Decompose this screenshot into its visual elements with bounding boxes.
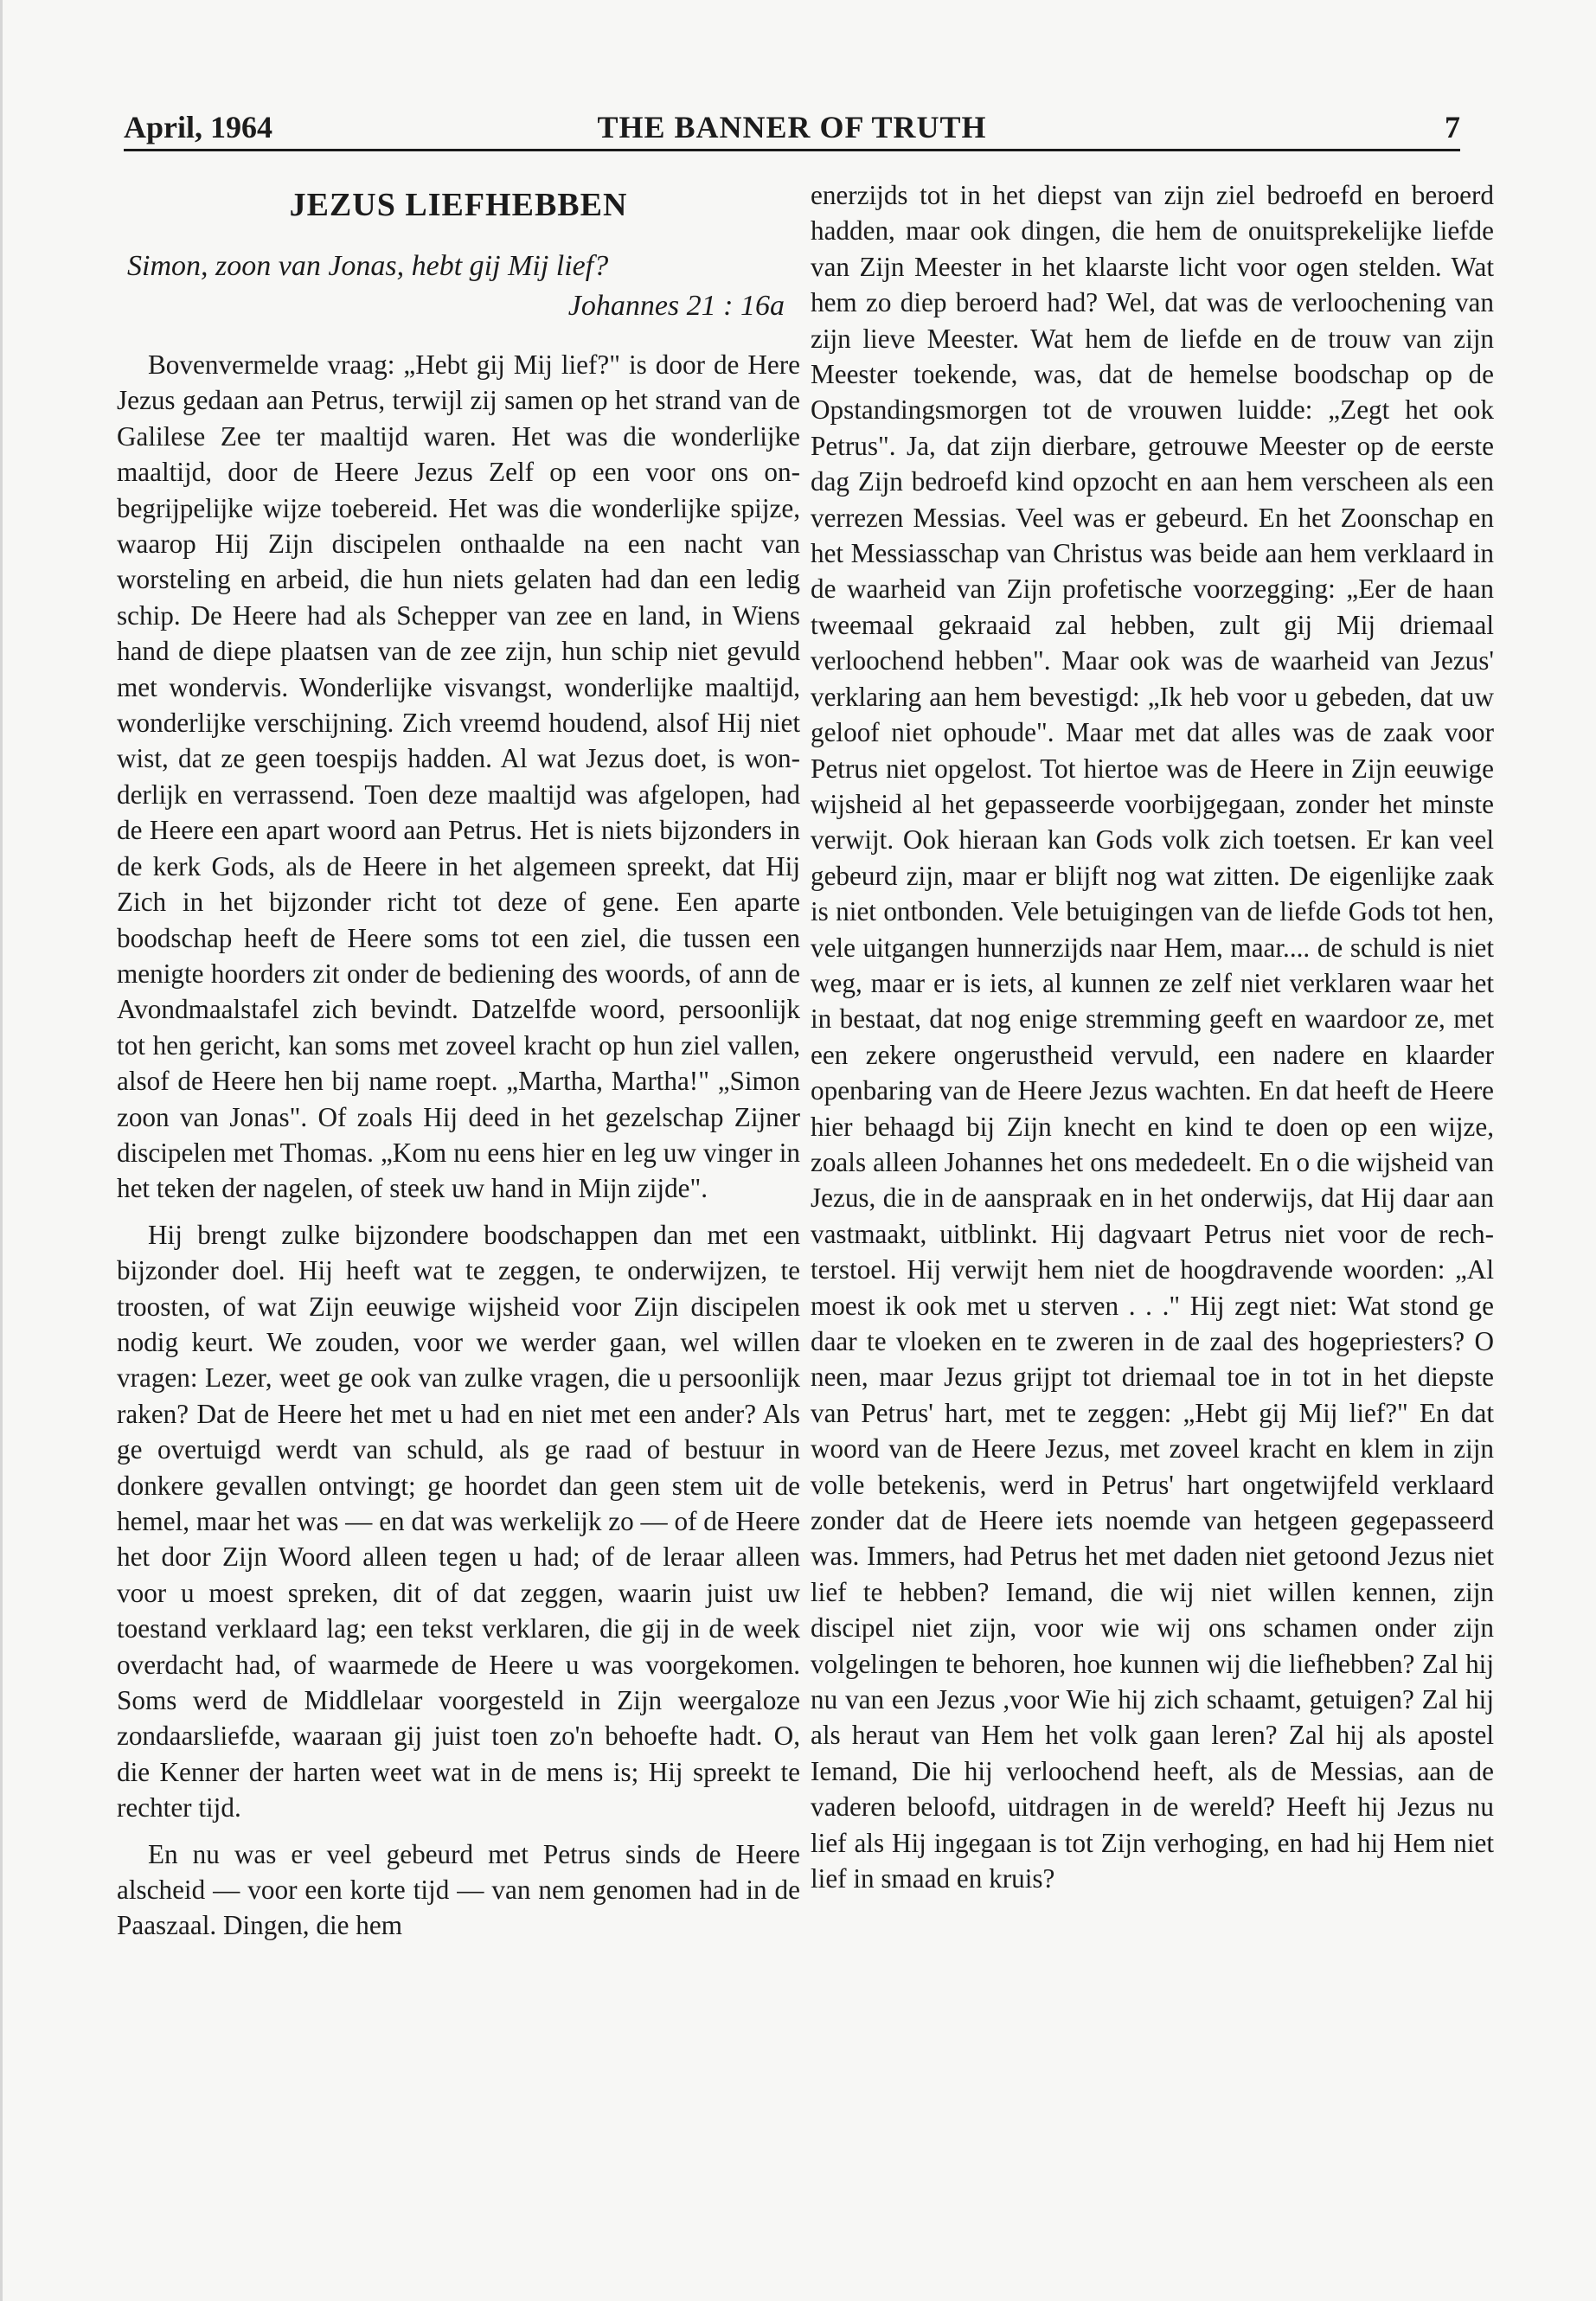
page-number: 7	[1445, 110, 1460, 144]
paragraph: Hij brengt zulke bijzondere boodschappen dan met een bijzonder doel. Hij heeft wat te zeggen, te onderwijzen, te troosten, of wat Zijn eeuwige wijsheid voor Zijn discipelen nodig keurt. We zouden, voor we werder gaan, wel willen vragen: Lezer, weet ge ook van zulke vragen, die u persoonlijk raken? Dat de Heere het met u had en niet met een ander? Als ge overtuigd werdt van schuld, als ge raad of bestuur in donkere gevallen ontvingt; ge hoordet dan geen stem uit de hemel, maar het was — en dat was werkelijk zo — of de Heere het door Zijn Woord alleen tegen u had; of de leraar alleen voor u moest spreken, dit of dat zeggen, waarin juist uw toestand verklaard lag; een tekst verklaren, die gij in de week overdacht had, of waarmede de Heere u was voorgekomen. Soms werd de Middlelaar voorgesteld in Zijn weergaloze zondaarsliefde, waaraan gij juist toen zo'n behoefte hadt. O, die Kenner der harten weet wat in de mens is; Hij spreekt te rechter tijd.	[117, 1219, 800, 1823]
paragraph: En nu was er veel gebeurd met Petrus sinds de Heere alscheid — voor een korte tijd — van nem genomen had in de Paaszaal. Dingen, die hem	[117, 1838, 800, 1941]
epigraph	[117, 247, 800, 326]
epigraph-verse: Simon, zoon van Jonas, hebt gij Mij lief?	[127, 250, 609, 282]
epigraph-reference: Johannes 21 : 16a	[567, 290, 785, 322]
right-column	[811, 177, 1494, 1907]
paragraph-continued: enerzijds tot in het diepst van zijn ziel bedroefd en beroerd hadden, maar ook dingen, die hem de onuitsprekelijke liefde van Zijn Meester in het klaarste licht voor ogen stelden. Wat hem zo diep beroerd had? Wel, dat was de verloochening van zijn lieve Meester. Wat hem de liefde en de trouw van zijn Meester toekende, was, dat de hemelse boodschap op de Opstandingsmorgen tot de vrouwen luidde: „Zegt het ook Petrus". Ja, dat zijn dierbare, getrouwe Meester op de eerste dag Zijn bedroefd kind opzocht en aan hem verscheen als een verrezen Messias. Veel was er gebeurd. En het Zoonschap en het Messiasschap van Christus was beide aan hem verklaard in de waarheid van Zijn profetische voorzegging: „Eer de haan tweemaal gekraaid zal hebben, zult gij Mij driemaal verloochend hebben". Maar ook was de waarheid van Jezus' verklaring aan hem bevestigd: „Ik heb voor u gebeden, dat uw geloof niet ophoude". Maar met dat alles was de zaak voor Petrus niet opgelost. Tot hiertoe was de Heere in Zijn eeuwige wijsheid al het gepasseerde voorbijgegaan, zonder het minste verwijt. Ook hieraan kan Gods volk zich toetsen. Er kan veel gebeurd zijn, maar er blijft nog wat zitten. De eigenlijke zaak is niet ontbonden. Vele betuigingen van de liefde Gods tot hen, vele uitgangen hunnerzijds naar Hem, maar.... de schuld is niet weg, maar er is iets, al kunnen ze zelf niet verklaren waar het in bestaat, dat nog enige stremming geeft en waardoor ze, met een zekere ongerustheid vervuld, een nadere en klaarder openbaring van de Heere Jezus wachten. En dat heeft de Heere hier behaagd bij Zijn knecht en kind te doen op een wijze, zoals alleen Johannes het ons mededeelt. En o die wijsheid van Jezus, die in de aanspraak en in het onderwijs, dat Hij daar aan vastmaakt, uitblinkt. Hij dagvaart Petrus niet voor de rechterstoel. Hij verwijt hem niet de hoogdravende woorden: „Al moest ik ook met u sterven . . ." Hij zegt niet: Wat stond ge daar te vloeken en te zweren in de zaal des hogepriesters? O neen, maar Jezus grijpt tot driemaal toe in tot in het diepste van Petrus' hart, met te zeggen: „Hebt gij Mij lief?" En dat woord van de Heere Jezus, met zoveel kracht en klem in zijn volle betekenis, werd in Petrus' hart ongetwijfeld verklaard zonder dat de Heere iets noemde van hetgeen gegepasseerd was. Immers, had Petrus het met daden niet getoond Jezus niet lief te hebben? Iemand, die wij niet willen kennen, zijn discipel niet zijn, voor wie wij ons schamen onder zijn volgelingen te behoren, hoe kunnen wij die liefhebben? Zal hij nu van een Jezus ,voor Wie hij zich schaamt, getuigen? Zal hij als heraut van Hem het volk gaan leren? Zal hij als apostel Iemand, Die hij verloochend heeft, als de Messias, aan de vaderen beloofd, uitdragen in de wereld? Heeft hij Jezus nu lief als Hij ingegaan is tot Zijn verhoging, en had hij Hem niet lief in smaad en kruis?	[811, 180, 1494, 1894]
paragraph: Bovenvermelde vraag: „Hebt gij Mij lief?" is door de Here Jezus gedaan aan Petrus, terwijl zij samen op het strand van de Galilese Zee ter maaltijd waren. Het was die wonderlijke maaltijd, door de Heere Jezus Zelf op een voor ons onbegrijpelijke wijze toebereid. Het was die wonderlijke spijze, waarop Hij Zijn discipelen onthaalde na een nacht van worsteling en arbeid, die hun niets gelaten had dan een ledig schip. De Heere had als Schepper van zee en land, in Wiens hand de diepe plaatsen van de zee zijn, hun schip niet gevuld met wondervis. Wonderlijke visvangst, wonderlijke maaltijd, wonderlijke verschijning. Zich vreemd houdend, alsof Hij niet wist, dat ze geen toespijs hadden. Al wat Jezus doet, is wonderlijk en verrassend. Toen deze maaltijd was afgelopen, had de Heere een apart woord aan Petrus. Het is niets bijzonders in de kerk Gods, als de Heere in het algemeen spreekt, dat Hij Zich in het bijzonder richt tot deze of gene. Een aparte boodschap heeft de Heere soms tot een ziel, die tussen een menigte hoorders zit onder de bediening des woords, of ann de Avondmaalstafel zich bevindt. Datzelfde woord, persoonlijk tot hen gericht, kan soms met zoveel kracht op hun ziel vallen, alsof de Heere hen bij name roept. „Martha, Martha!" „Simon zoon van Jonas". Of zoals Hij deed in het gezelschap Zijner discipelen met Thomas. „Kom nu eens hier en leg uw vinger in het teken der nagelen, of steek uw hand in Mijn zijde".	[117, 349, 800, 1204]
publication-title: THE BANNER OF TRUTH	[597, 110, 987, 144]
left-column	[117, 177, 800, 1954]
running-header	[124, 102, 1460, 151]
article-title: JEZUS LIEFHEBBEN	[289, 187, 628, 223]
issue-date: April, 1964	[124, 110, 273, 144]
